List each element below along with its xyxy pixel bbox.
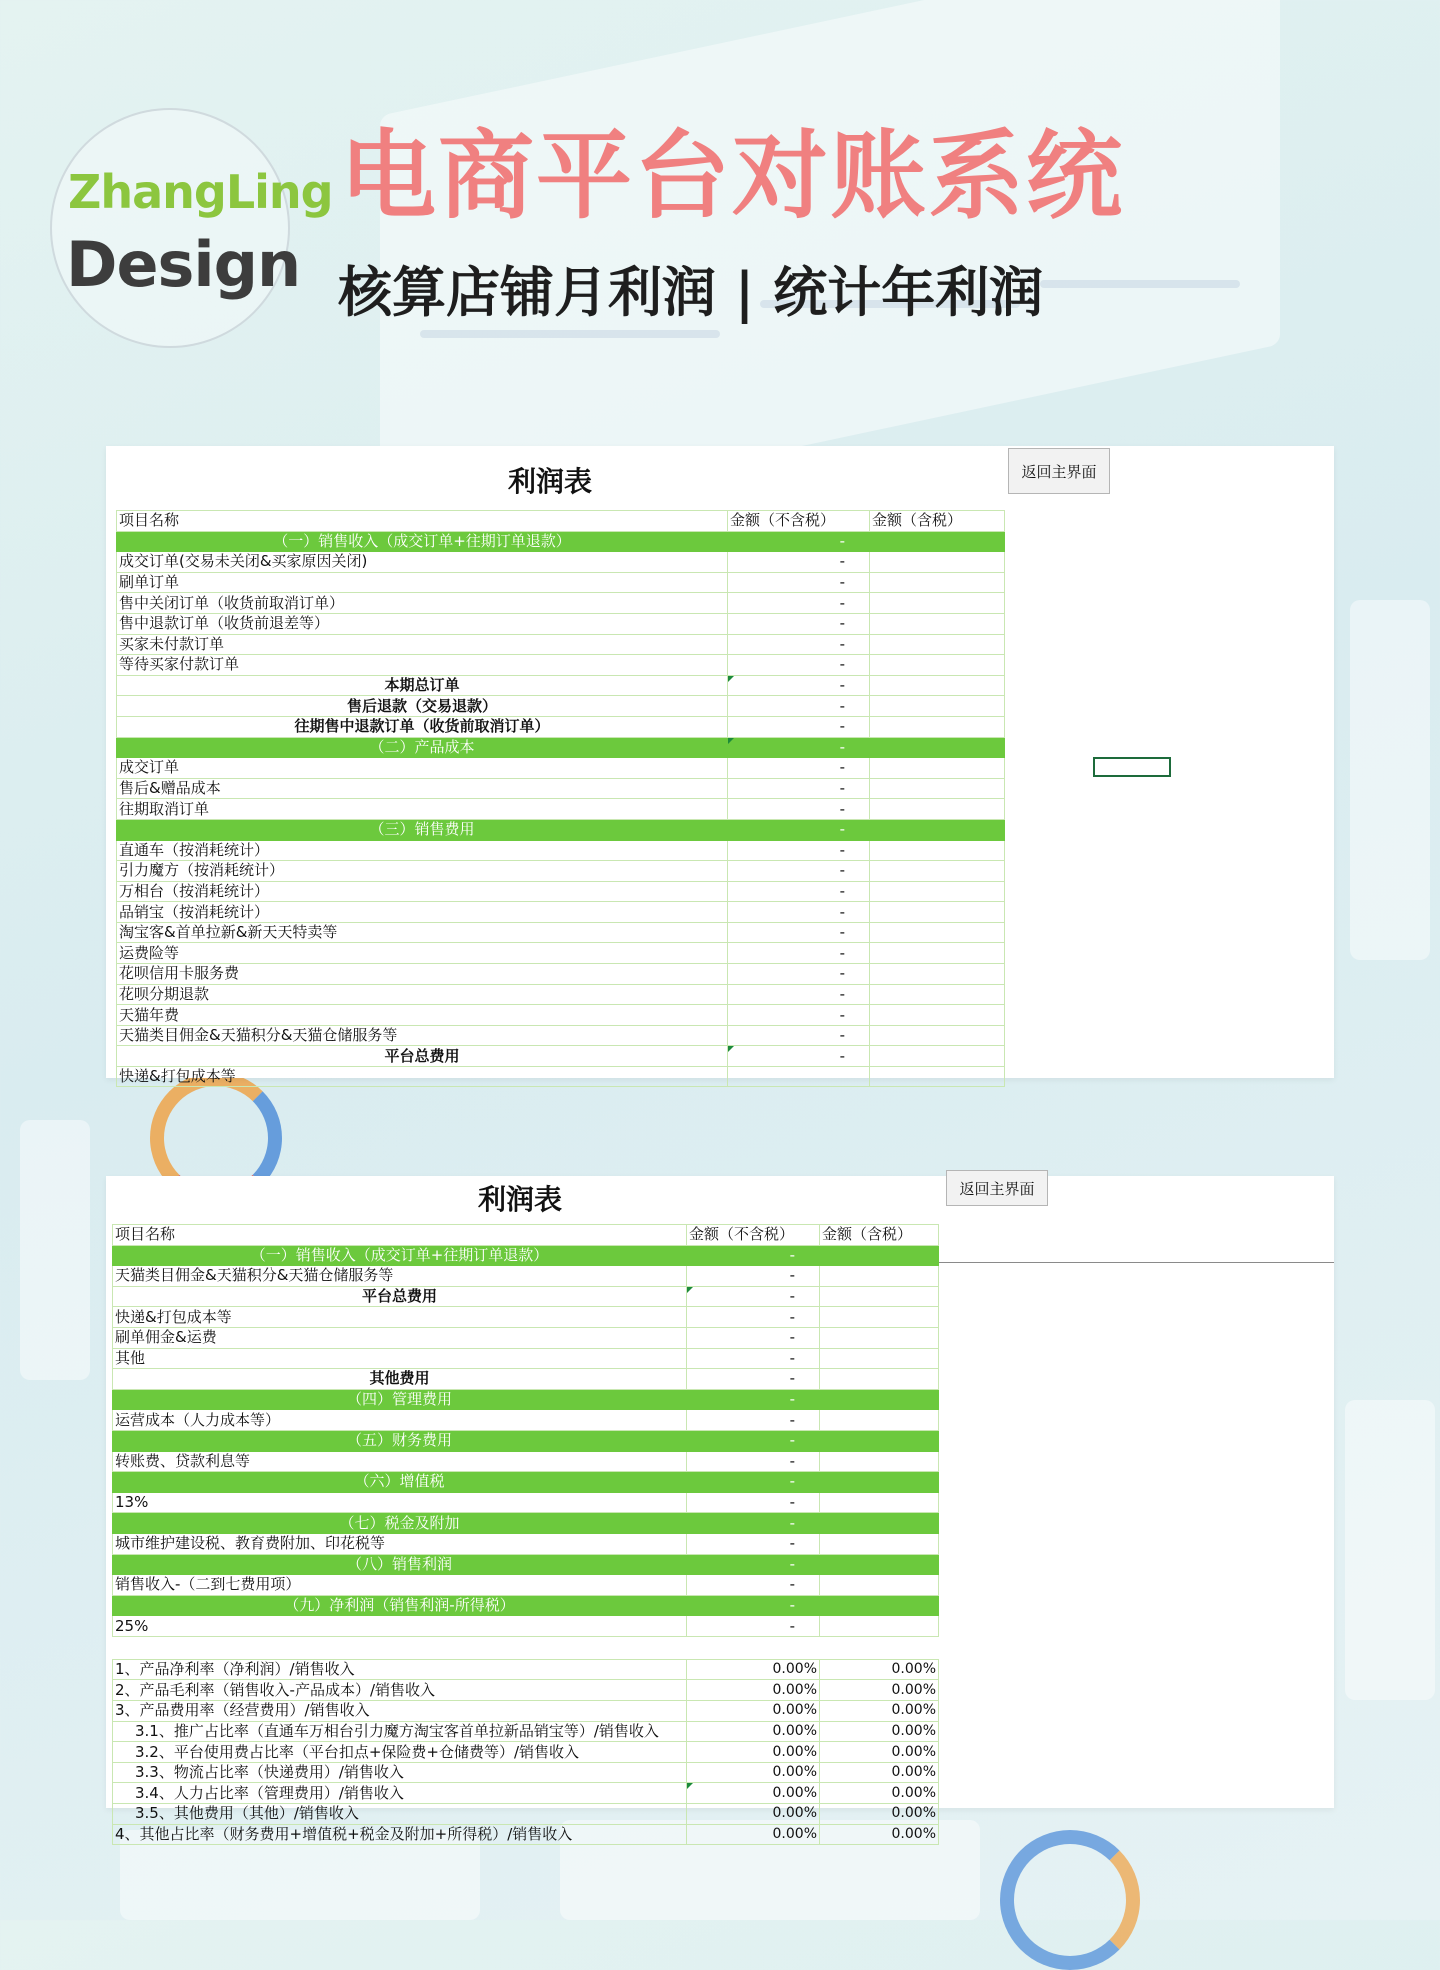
table-row xyxy=(113,1348,939,1369)
amount-incl-tax-cell[interactable] xyxy=(870,696,1005,717)
amount-excl-tax-cell[interactable]: 0.00% xyxy=(687,1742,820,1763)
table-row xyxy=(113,1701,939,1722)
logo-text-bottom: Design xyxy=(66,228,301,301)
table-row xyxy=(113,1575,939,1596)
table-header-row xyxy=(113,1225,939,1246)
row-label-cell[interactable]: 快递&打包成本等 xyxy=(117,1067,728,1087)
table-row xyxy=(117,964,1005,985)
table-header-row xyxy=(117,511,1005,532)
amount-excl-tax-cell[interactable]: 0.00% xyxy=(687,1721,820,1742)
amount-incl-tax-cell[interactable] xyxy=(870,1046,1005,1067)
row-label-cell[interactable]: 运营成本（人力成本等） xyxy=(113,1410,687,1431)
row-label-cell[interactable]: 售后退款（交易退款） xyxy=(117,696,728,717)
table-row xyxy=(117,613,1005,634)
row-label-cell[interactable]: 花呗信用卡服务费 xyxy=(117,964,728,985)
row-label-cell[interactable]: 3.4、人力占比率（管理费用）/销售收入 xyxy=(113,1783,687,1804)
amount-incl-tax-cell[interactable] xyxy=(820,1513,939,1534)
amount-incl-tax-cell[interactable] xyxy=(820,1410,939,1431)
amount-incl-tax-cell[interactable] xyxy=(870,737,1005,758)
row-label-cell[interactable]: 万相台（按消耗统计） xyxy=(117,881,728,902)
row-label-cell[interactable]: 3、产品费用率（经营费用）/销售收入 xyxy=(113,1701,687,1722)
row-label-cell[interactable]: 平台总费用 xyxy=(117,1046,728,1067)
table-row xyxy=(117,1067,1005,1087)
table-row xyxy=(113,1659,939,1680)
profit-table xyxy=(116,510,1005,1087)
amount-excl-tax-cell[interactable]: - xyxy=(728,593,870,614)
row-label-cell[interactable]: 1、产品净利率（净利润）/销售收入 xyxy=(113,1659,687,1680)
amount-incl-tax-cell[interactable] xyxy=(820,1245,939,1266)
amount-excl-tax-cell[interactable]: - xyxy=(728,819,870,840)
table-row xyxy=(117,552,1005,573)
row-label-cell[interactable]: 快递&打包成本等 xyxy=(113,1307,687,1328)
amount-excl-tax-cell[interactable]: - xyxy=(687,1348,820,1369)
section-header-row xyxy=(113,1245,939,1266)
table-row xyxy=(113,1307,939,1328)
row-label-cell[interactable]: 成交订单 xyxy=(117,758,728,779)
amount-excl-tax-cell[interactable]: - xyxy=(687,1554,820,1575)
amount-incl-tax-cell[interactable] xyxy=(820,1327,939,1348)
amount-excl-tax-cell[interactable]: - xyxy=(687,1472,820,1493)
row-label-cell[interactable]: 平台总费用 xyxy=(113,1286,687,1307)
amount-incl-tax-cell[interactable] xyxy=(870,984,1005,1005)
row-label-cell[interactable]: 品销宝（按消耗统计） xyxy=(117,902,728,923)
table-row xyxy=(117,861,1005,882)
amount-excl-tax-cell[interactable]: 0.00% xyxy=(687,1824,820,1845)
amount-incl-tax-cell[interactable] xyxy=(820,1369,939,1390)
row-label-cell[interactable]: 售中退款订单（收货前退差等） xyxy=(117,613,728,634)
amount-excl-tax-cell[interactable]: - xyxy=(687,1410,820,1431)
amount-excl-tax-cell[interactable]: - xyxy=(687,1245,820,1266)
amount-excl-tax-cell[interactable]: - xyxy=(728,758,870,779)
column-header: 金额（含税） xyxy=(870,511,1005,532)
row-label-cell[interactable]: 2、产品毛利率（销售收入-产品成本）/销售收入 xyxy=(113,1680,687,1701)
row-label-cell[interactable]: 3.2、平台使用费占比率（平台扣点+保险费+仓储费等）/销售收入 xyxy=(113,1742,687,1763)
amount-incl-tax-cell[interactable]: 0.00% xyxy=(820,1804,939,1825)
amount-excl-tax-cell[interactable]: - xyxy=(687,1533,820,1554)
sheet-title: 利润表 xyxy=(478,1183,563,1216)
row-label-cell[interactable]: 刷单订单 xyxy=(117,572,728,593)
table-row xyxy=(117,799,1005,820)
amount-incl-tax-cell[interactable]: 0.00% xyxy=(820,1659,939,1680)
table-row xyxy=(117,902,1005,923)
amount-incl-tax-cell[interactable] xyxy=(870,922,1005,943)
subtotal-row xyxy=(117,716,1005,737)
amount-excl-tax-cell[interactable]: - xyxy=(728,922,870,943)
section-header-row xyxy=(113,1595,939,1616)
amount-excl-tax-cell[interactable]: - xyxy=(728,964,870,985)
amount-incl-tax-cell[interactable] xyxy=(820,1286,939,1307)
amount-excl-tax-cell[interactable]: - xyxy=(728,861,870,882)
amount-incl-tax-cell[interactable]: 0.00% xyxy=(820,1742,939,1763)
amount-excl-tax-cell[interactable]: - xyxy=(687,1369,820,1390)
section-header-row xyxy=(117,737,1005,758)
row-label-cell[interactable]: 售后&赠品成本 xyxy=(117,778,728,799)
amount-excl-tax-cell[interactable]: - xyxy=(728,572,870,593)
back-to-main-button[interactable]: 返回主界面 xyxy=(946,1170,1048,1206)
amount-excl-tax-cell[interactable]: - xyxy=(687,1575,820,1596)
section-header-row xyxy=(113,1513,939,1534)
row-label-cell[interactable]: （七）税金及附加 xyxy=(113,1513,687,1534)
amount-incl-tax-cell[interactable] xyxy=(820,1533,939,1554)
row-label-cell[interactable]: 直通车（按消耗统计） xyxy=(117,840,728,861)
row-label-cell[interactable]: （六）增值税 xyxy=(113,1472,687,1493)
row-label-cell[interactable]: 引力魔方（按消耗统计） xyxy=(117,861,728,882)
table-row xyxy=(113,1680,939,1701)
amount-incl-tax-cell[interactable] xyxy=(870,799,1005,820)
table-row xyxy=(117,758,1005,779)
table-row xyxy=(117,922,1005,943)
row-label-cell[interactable]: 往期取消订单 xyxy=(117,799,728,820)
row-label-cell[interactable]: 本期总订单 xyxy=(117,675,728,696)
amount-incl-tax-cell[interactable] xyxy=(820,1636,939,1659)
amount-incl-tax-cell[interactable] xyxy=(870,778,1005,799)
amount-excl-tax-cell[interactable]: - xyxy=(728,902,870,923)
amount-excl-tax-cell[interactable]: - xyxy=(728,613,870,634)
table-row xyxy=(113,1410,939,1431)
table-row xyxy=(117,778,1005,799)
amount-incl-tax-cell[interactable] xyxy=(820,1616,939,1637)
selected-cell[interactable] xyxy=(1093,757,1171,777)
row-label-cell[interactable] xyxy=(113,1636,687,1659)
amount-incl-tax-cell[interactable] xyxy=(870,1067,1005,1087)
amount-incl-tax-cell[interactable]: 0.00% xyxy=(820,1721,939,1742)
row-label-cell[interactable]: 天猫类目佣金&天猫积分&天猫仓储服务等 xyxy=(117,1025,728,1046)
frozen-pane-line xyxy=(934,1262,1334,1263)
amount-excl-tax-cell[interactable]: - xyxy=(687,1286,820,1307)
row-label-cell[interactable]: 往期售中退款订单（收货前取消订单） xyxy=(117,716,728,737)
amount-excl-tax-cell[interactable]: 0.00% xyxy=(687,1659,820,1680)
table-row xyxy=(113,1762,939,1783)
amount-incl-tax-cell[interactable] xyxy=(820,1472,939,1493)
table-row xyxy=(117,634,1005,655)
back-to-main-button[interactable]: 返回主界面 xyxy=(1008,448,1110,494)
amount-excl-tax-cell[interactable]: - xyxy=(728,634,870,655)
table-row xyxy=(113,1721,939,1742)
amount-excl-tax-cell[interactable]: - xyxy=(728,552,870,573)
amount-excl-tax-cell[interactable]: - xyxy=(687,1389,820,1410)
table-row xyxy=(117,840,1005,861)
amount-excl-tax-cell[interactable]: - xyxy=(687,1327,820,1348)
amount-excl-tax-cell[interactable]: - xyxy=(728,943,870,964)
amount-excl-tax-cell[interactable]: - xyxy=(687,1266,820,1287)
section-header-row xyxy=(113,1430,939,1451)
amount-incl-tax-cell[interactable] xyxy=(870,964,1005,985)
table-row xyxy=(113,1636,939,1659)
column-header: 项目名称 xyxy=(113,1225,687,1246)
row-label-cell[interactable]: 买家未付款订单 xyxy=(117,634,728,655)
row-label-cell[interactable]: 天猫类目佣金&天猫积分&天猫仓储服务等 xyxy=(113,1266,687,1287)
table-row xyxy=(113,1783,939,1804)
amount-excl-tax-cell[interactable]: 0.00% xyxy=(687,1680,820,1701)
amount-incl-tax-cell[interactable] xyxy=(820,1307,939,1328)
row-label-cell[interactable]: （九）净利润（销售利润-所得税） xyxy=(113,1595,687,1616)
amount-incl-tax-cell[interactable] xyxy=(870,758,1005,779)
amount-incl-tax-cell[interactable] xyxy=(870,881,1005,902)
amount-incl-tax-cell[interactable] xyxy=(870,902,1005,923)
row-label-cell[interactable]: 刷单佣金&运费 xyxy=(113,1327,687,1348)
sheet-title: 利润表 xyxy=(508,465,593,498)
table-row xyxy=(117,881,1005,902)
amount-incl-tax-cell[interactable]: 0.00% xyxy=(820,1680,939,1701)
row-label-cell[interactable]: 花呗分期退款 xyxy=(117,984,728,1005)
row-label-cell[interactable]: 3.1、推广占比率（直通车万相台引力魔方淘宝客首单拉新品销宝等）/销售收入 xyxy=(113,1721,687,1742)
amount-excl-tax-cell[interactable]: - xyxy=(728,984,870,1005)
amount-excl-tax-cell[interactable]: - xyxy=(728,840,870,861)
table-row xyxy=(113,1492,939,1513)
amount-incl-tax-cell[interactable] xyxy=(870,716,1005,737)
profit-sheet-top xyxy=(106,446,1334,1086)
amount-incl-tax-cell[interactable] xyxy=(820,1348,939,1369)
subtotal-row xyxy=(117,696,1005,717)
row-label-cell[interactable]: （八）销售利润 xyxy=(113,1554,687,1575)
amount-incl-tax-cell[interactable] xyxy=(870,819,1005,840)
amount-incl-tax-cell[interactable] xyxy=(820,1492,939,1513)
profit-sheet-bottom xyxy=(106,1176,1334,1843)
amount-excl-tax-cell[interactable]: - xyxy=(687,1616,820,1637)
amount-incl-tax-cell[interactable]: 0.00% xyxy=(820,1762,939,1783)
table-row xyxy=(113,1824,939,1845)
table-row xyxy=(113,1266,939,1287)
row-label-cell[interactable]: （三）销售费用 xyxy=(117,819,728,840)
subtotal-row xyxy=(117,1046,1005,1067)
row-label-cell[interactable]: 成交订单(交易未关闭&买家原因关闭) xyxy=(117,552,728,573)
amount-incl-tax-cell[interactable] xyxy=(870,1005,1005,1026)
amount-incl-tax-cell[interactable] xyxy=(870,552,1005,573)
row-label-cell[interactable]: 3.5、其他费用（其他）/销售收入 xyxy=(113,1804,687,1825)
amount-excl-tax-cell[interactable]: 0.00% xyxy=(687,1701,820,1722)
amount-incl-tax-cell[interactable] xyxy=(870,675,1005,696)
row-label-cell[interactable]: （一）销售收入（成交订单+往期订单退款） xyxy=(113,1245,687,1266)
amount-excl-tax-cell[interactable]: 0.00% xyxy=(687,1783,820,1804)
row-label-cell[interactable]: 4、其他占比率（财务费用+增值税+税金及附加+所得税）/销售收入 xyxy=(113,1824,687,1845)
amount-excl-tax-cell[interactable] xyxy=(728,1067,870,1087)
amount-incl-tax-cell[interactable]: 0.00% xyxy=(820,1783,939,1804)
amount-excl-tax-cell[interactable]: - xyxy=(728,881,870,902)
amount-excl-tax-cell[interactable]: - xyxy=(687,1513,820,1534)
amount-incl-tax-cell[interactable] xyxy=(870,572,1005,593)
profit-table xyxy=(112,1224,939,1845)
amount-incl-tax-cell[interactable] xyxy=(870,861,1005,882)
row-label-cell[interactable]: 天猫年费 xyxy=(117,1005,728,1026)
row-label-cell[interactable]: 转账费、贷款利息等 xyxy=(113,1451,687,1472)
amount-excl-tax-cell[interactable]: - xyxy=(728,675,870,696)
row-label-cell[interactable]: 其他 xyxy=(113,1348,687,1369)
row-label-cell[interactable]: 淘宝客&首单拉新&新天天特卖等 xyxy=(117,922,728,943)
amount-excl-tax-cell[interactable]: - xyxy=(728,655,870,676)
amount-excl-tax-cell[interactable]: - xyxy=(728,716,870,737)
section-header-row xyxy=(117,819,1005,840)
table-row xyxy=(117,593,1005,614)
column-header: 金额（不含税） xyxy=(728,511,870,532)
amount-incl-tax-cell[interactable] xyxy=(870,840,1005,861)
amount-excl-tax-cell[interactable]: 0.00% xyxy=(687,1762,820,1783)
amount-excl-tax-cell[interactable]: - xyxy=(728,778,870,799)
row-label-cell[interactable]: 其他费用 xyxy=(113,1369,687,1390)
row-label-cell[interactable]: （一）销售收入（成交订单+往期订单退款） xyxy=(117,531,728,552)
table-row xyxy=(113,1804,939,1825)
row-label-cell[interactable]: 销售收入-（二到七费用项） xyxy=(113,1575,687,1596)
row-label-cell[interactable]: （四）管理费用 xyxy=(113,1389,687,1410)
amount-incl-tax-cell[interactable]: 0.00% xyxy=(820,1824,939,1845)
table-row xyxy=(117,1025,1005,1046)
amount-excl-tax-cell[interactable]: - xyxy=(728,531,870,552)
table-row xyxy=(113,1451,939,1472)
row-label-cell[interactable]: 售中关闭订单（收货前取消订单） xyxy=(117,593,728,614)
amount-excl-tax-cell[interactable]: - xyxy=(687,1492,820,1513)
amount-incl-tax-cell[interactable] xyxy=(870,655,1005,676)
row-label-cell[interactable]: （二）产品成本 xyxy=(117,737,728,758)
table-row xyxy=(113,1742,939,1763)
row-label-cell[interactable]: （五）财务费用 xyxy=(113,1430,687,1451)
table-row xyxy=(117,1005,1005,1026)
table-row xyxy=(113,1533,939,1554)
table-row xyxy=(113,1327,939,1348)
table-row xyxy=(117,572,1005,593)
amount-excl-tax-cell[interactable]: - xyxy=(728,737,870,758)
row-label-cell[interactable]: 25% xyxy=(113,1616,687,1637)
amount-incl-tax-cell[interactable] xyxy=(820,1266,939,1287)
row-label-cell[interactable]: 城市维护建设税、教育费附加、印花税等 xyxy=(113,1533,687,1554)
subtotal-row xyxy=(117,675,1005,696)
amount-incl-tax-cell[interactable] xyxy=(870,613,1005,634)
section-header-row xyxy=(113,1389,939,1410)
amount-excl-tax-cell[interactable]: - xyxy=(687,1307,820,1328)
subtotal-row xyxy=(113,1286,939,1307)
amount-excl-tax-cell[interactable]: - xyxy=(687,1451,820,1472)
amount-excl-tax-cell[interactable]: - xyxy=(728,1025,870,1046)
column-header: 项目名称 xyxy=(117,511,728,532)
amount-incl-tax-cell[interactable] xyxy=(820,1430,939,1451)
subtotal-row xyxy=(113,1369,939,1390)
amount-incl-tax-cell[interactable] xyxy=(870,634,1005,655)
amount-excl-tax-cell[interactable]: - xyxy=(728,799,870,820)
amount-incl-tax-cell[interactable] xyxy=(820,1554,939,1575)
amount-excl-tax-cell[interactable] xyxy=(687,1636,820,1659)
row-label-cell[interactable]: 13% xyxy=(113,1492,687,1513)
hero-title: 电商平台对账系统 xyxy=(340,119,1124,232)
amount-excl-tax-cell[interactable]: - xyxy=(687,1430,820,1451)
amount-excl-tax-cell[interactable]: 0.00% xyxy=(687,1804,820,1825)
amount-incl-tax-cell[interactable] xyxy=(820,1389,939,1410)
section-header-row xyxy=(113,1472,939,1493)
amount-incl-tax-cell[interactable] xyxy=(820,1451,939,1472)
amount-incl-tax-cell[interactable] xyxy=(870,943,1005,964)
amount-incl-tax-cell[interactable] xyxy=(870,1025,1005,1046)
table-row xyxy=(117,655,1005,676)
column-header: 金额（不含税） xyxy=(687,1225,820,1246)
amount-excl-tax-cell[interactable]: - xyxy=(728,1005,870,1026)
amount-excl-tax-cell[interactable]: - xyxy=(687,1595,820,1616)
logo-text-top: ZhangLing xyxy=(68,165,333,219)
amount-excl-tax-cell[interactable]: - xyxy=(728,696,870,717)
amount-incl-tax-cell[interactable] xyxy=(820,1575,939,1596)
row-label-cell[interactable]: 3.3、物流占比率（快递费用）/销售收入 xyxy=(113,1762,687,1783)
row-label-cell[interactable]: 运费险等 xyxy=(117,943,728,964)
section-header-row xyxy=(113,1554,939,1575)
table-row xyxy=(117,943,1005,964)
amount-incl-tax-cell[interactable] xyxy=(870,593,1005,614)
hero-subtitle: 核算店铺月利润 | 统计年利润 xyxy=(338,260,1044,324)
section-header-row xyxy=(117,531,1005,552)
row-label-cell[interactable]: 等待买家付款订单 xyxy=(117,655,728,676)
amount-incl-tax-cell[interactable]: 0.00% xyxy=(820,1701,939,1722)
amount-incl-tax-cell[interactable] xyxy=(820,1595,939,1616)
amount-incl-tax-cell[interactable] xyxy=(870,531,1005,552)
table-row xyxy=(117,984,1005,1005)
amount-excl-tax-cell[interactable]: - xyxy=(728,1046,870,1067)
column-header: 金额（含税） xyxy=(820,1225,939,1246)
table-row xyxy=(113,1616,939,1637)
